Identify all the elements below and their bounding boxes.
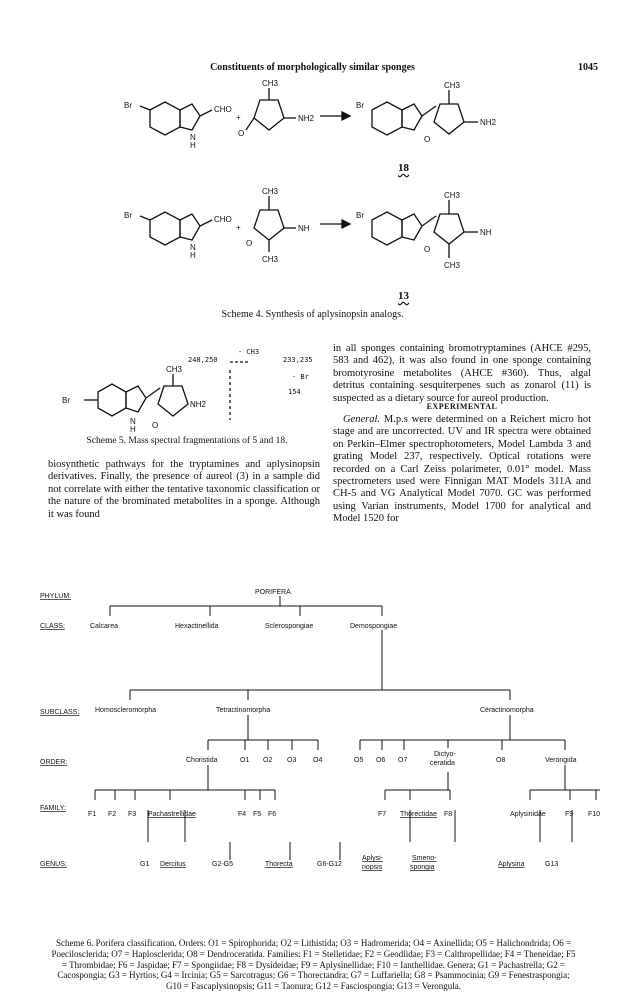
label-scheme4-row1-r1_h: H [190,251,196,260]
label-scheme4-row1-o: O [424,245,431,254]
label-scheme6-families_dict-1: Thorectidae [400,811,437,818]
label-scheme6-levels-phylum: PHYLUM: [40,593,72,600]
label-scheme6-orders_tetra-2: O2 [263,757,273,764]
label-scheme4-row1-ch3: CH3 [444,191,461,200]
label-scheme4-row1-r1_nh: N [190,243,196,252]
label-scheme6-families_chor-6: F6 [268,811,277,818]
frag-233-235: 233,235 [283,356,313,364]
scheme6-tree [40,560,600,885]
label-scheme6-classes-1: Hexactinellida [175,623,219,630]
label-scheme4-row1-o: O [424,135,431,144]
label-scheme6-genera-10: G13 [545,861,559,868]
label-scheme6-orders_tetra-3: O3 [287,757,297,764]
label-scheme6-families_chor-3: Pachastrellidae [148,811,196,818]
label-scheme6-levels-genus: GENUS: [40,861,67,868]
svg-text:N: N [130,417,136,426]
experimental-heading: EXPERIMENTAL [426,402,498,411]
compound-13-label: 13 [398,290,409,302]
general-label: General. [343,414,381,425]
label-scheme6-families_chor-2: F3 [128,811,137,818]
svg-text:Br: Br [62,396,70,405]
general-text: M.p.s were determined on a Reichert micro hot stage and are uncorrected. UV and IR spectra were obtained on Perkin–Elmer spectrophotometers, Model Lambda 3 and grating Model 237, respectively. Optical rotations were recorded on a Carl Zeiss polarimeter, 0.01° model. Mass spectrometers used were Finnigan MAT Models 311A and CH-5 and VG Analytical Model 7070. GC was performed using Varian instruments, Model 1700 for analytical and Model 1520 for [333,414,592,525]
label-scheme4-row1-ch3: CH3 [444,81,461,90]
r1-br: Br [124,101,132,110]
running-title: Constituents of morphologically similar sponges [210,62,415,73]
label-scheme4-row1-r1_br: Br [124,211,132,220]
label-scheme4-row1-o: O [238,129,245,138]
label-scheme6-classes-0: Calcarea [90,623,119,630]
label-scheme6-families_chor-1: F2 [108,811,117,818]
label-scheme6-genera-8: spongia [410,864,435,871]
label-scheme6-families_dict-3: Aplysinidae [510,811,546,818]
label-scheme4-row1-ch3: CH3 [444,261,461,270]
label-scheme6-genera-0: G1 [140,861,150,868]
label-scheme6-orders_cerac-5: O8 [496,757,506,764]
frag-154: 154 [288,388,301,396]
scheme6-caption: Scheme 6. Porifera classification. Orders: O1 = Spirophorida; O2 = Lithistida; O3 = Hadromerida; O4 = Axinellida; O5 = Halichondrida; O6 = Poecilosclerida; O7 = Haplosclerida; O8 = Dendroceratida. Families: F1 = Stelletidae; F2 = Geodiidae; F3 = Calthropellidae; F4 = Theneidae; F5 = Thrombidae; F6 = Jaspidae; F7 = Spongiidae; F8 = Dysideidae; F9 = Aplysinellidae; F10 = Ianthellidae. Genera; G1 = Pachastrella; G2 = Cacospongia; G3 = Hyrtios; G4 = Ircinia; G5 = Sarcotragus; G6 = Thorectandra; G7 = Luffariella; G8 = Psammocinia; G9 = Fenestraspongia; G10 = Fascaplysinopsis; G11 = Taonura; G12 = Fasciospongia; G13 = Verongula. [51,938,576,992]
label-scheme6-families_chor-0: F1 [88,811,97,818]
label-scheme4-row1-plus: + [236,113,241,122]
label-scheme4-row1-ch3: CH3 [262,187,279,196]
label-scheme4-row1-r1_br: Br [356,101,364,110]
label-scheme4-row1-o: O [246,239,253,248]
label-scheme4-row2-nh: NH [480,228,492,237]
label-scheme4-row1-nh2: NH2 [298,114,315,123]
label-scheme6-subclasses-2: Ceractinomorpha [480,707,534,714]
label-scheme6-orders_cerac-0: O5 [354,757,364,764]
label-scheme6-genera-7: Smeno- [412,855,437,862]
label-scheme6-genera-1: Dercitus [160,861,186,868]
svg-text:H: H [130,425,136,434]
label-scheme6-families_dict-2: F8 [444,811,453,818]
label-scheme6-subclasses-1: Tetractinomorpha [216,707,271,714]
label-scheme6-genera-5: Aplysi- [362,855,384,862]
page-number: 1045 [578,62,598,73]
svg-text:O: O [152,421,159,430]
right-column-paragraph1: in all sponges containing bromotryptamines (AHCE #295, 583 and 462), it was also found in one sponge containing bromotyrosine metabolites (AHCE #360). Thus, algal detritus containing sesquiterpenes such as zonarol (11) is suspected as a dietary source for aureol production. [333,343,591,404]
label-scheme6-subclasses-0: Homoscleromorpha [95,707,157,714]
label-scheme6-orders_cerac-3: Dictyo- [434,751,456,758]
label-scheme6-families_chor-4: F4 [238,811,247,818]
label-scheme6-families_dict-4: F9 [565,811,574,818]
scheme4-structures [110,80,530,310]
frag-loss-br: - Br [292,373,309,381]
label-scheme6-families_dict-5: F10 [588,811,600,818]
right-column-paragraph2 [333,414,591,526]
label-scheme6-levels-subclass: SUBCLASS: [40,709,80,716]
label-scheme6-orders_cerac-4: ceratida [430,760,455,767]
label-scheme6-orders_tetra-1: O1 [240,757,250,764]
label-scheme6-phylum: PORIFERA [255,589,291,596]
label-scheme4-row1-nh2: NH2 [480,118,497,127]
label-scheme4-row1-r1_nh: N [190,133,196,142]
label-scheme6-genera-2: G2-G5 [212,861,234,868]
svg-text:CH3: CH3 [166,365,183,374]
label-scheme4-row1-r1_cho: CHO [214,215,232,224]
svg-text:NH2: NH2 [190,400,207,409]
compound-18-label: 18 [398,162,409,174]
label-scheme4-row1-ch3: CH3 [262,255,279,264]
label-scheme4-row1-plus: + [236,223,241,232]
label-scheme6-families_chor-5: F5 [253,811,262,818]
r1-cho: CHO [214,105,232,114]
label-scheme6-genera-3: Thorecta [265,861,293,868]
label-scheme6-classes-2: Sclerospongiae [265,623,314,630]
frag-248-250: 248,250 [188,356,218,364]
label-scheme6-orders_cerac-6: Verongida [545,757,577,764]
label-scheme6-genera-4: G6-G12 [317,861,342,868]
scheme4-caption: Scheme 4. Synthesis of aplysinopsin analogs. [221,309,404,320]
scheme5-caption: Scheme 5. Mass spectral fragmentations of 5 and 18. [86,436,288,446]
label-scheme6-levels-class: CLASS: [40,623,65,630]
label-scheme4-row1-ch3: CH3 [262,80,279,88]
label-scheme6-families_dict-0: F7 [378,811,387,818]
label-scheme6-levels-family: FAMILY: [40,805,66,812]
label-scheme6-orders_cerac-1: O6 [376,757,386,764]
label-scheme4-row1-r1_br: Br [356,211,364,220]
frag-loss-ch3: - CH3 [238,348,260,356]
label-scheme6-orders_tetra-0: Choristida [186,757,218,764]
label-scheme6-levels-order: ORDER: [40,759,68,766]
label-scheme4-row1-r1_h: H [190,141,196,150]
label-scheme6-classes-3: Demospongiae [350,623,398,630]
label-scheme6-orders_cerac-2: O7 [398,757,408,764]
left-column-text: biosynthetic pathways for the tryptamines and aplysinopsin derivatives. Finally, the presence of aureol (3) in a sample did not correlate with either the tentative taxonomic classification or the nature of the brominated metabolites in a sponge. Although it was found [48,459,320,520]
label-scheme6-genera-9: Aplysina [498,861,525,868]
label-scheme4-row2-nh: NH [298,224,310,233]
label-scheme6-genera-6: nopsis [362,864,383,871]
label-scheme6-orders_tetra-4: O4 [313,757,323,764]
